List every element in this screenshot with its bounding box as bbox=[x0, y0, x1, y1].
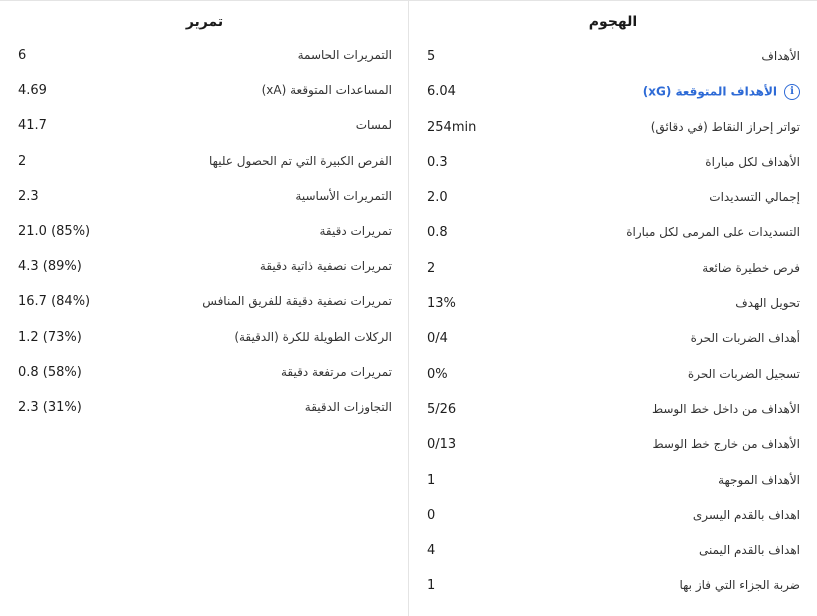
stat-value: 1 bbox=[427, 472, 436, 488]
stat-value: 16.7 (84%) bbox=[18, 294, 91, 310]
stat-label: اهداف بالقدم اليمنى bbox=[699, 543, 800, 558]
stat-label: الأهداف من خارج خط الوسط bbox=[652, 437, 800, 452]
stat-value: 41.7 bbox=[18, 118, 47, 134]
stat-row bbox=[409, 111, 817, 146]
stat-label: التسديدات على المرمى لكل مباراة bbox=[626, 225, 800, 240]
stat-value: 4.69 bbox=[18, 83, 47, 99]
stat-label: التمريرات الأساسية bbox=[295, 188, 392, 203]
stat-label: ضربة الجزاء التي فاز بها bbox=[679, 578, 800, 593]
stat-label: المساعدات المتوقعة (xA) bbox=[261, 83, 392, 98]
stat-row bbox=[409, 216, 817, 251]
stat-label: الأهداف لكل مباراة bbox=[705, 154, 800, 169]
stat-label: فرص خطيرة ضائعة bbox=[702, 260, 800, 275]
stat-label: تمريرات نصفية ذاتية دقيقة bbox=[259, 259, 392, 274]
stat-row bbox=[409, 569, 817, 604]
stat-label: تسجيل الضربات الحرة bbox=[687, 366, 800, 381]
stat-label: التمريرات الحاسمة bbox=[297, 48, 392, 62]
stat-value: 6 bbox=[18, 48, 27, 63]
stat-label: لمسات bbox=[355, 118, 392, 133]
stat-value: 0/4 bbox=[427, 331, 448, 347]
stat-row bbox=[409, 40, 817, 75]
stat-row bbox=[409, 464, 817, 499]
stat-row bbox=[0, 285, 409, 320]
info-icon[interactable]: i bbox=[784, 84, 800, 100]
stat-value: 2 bbox=[18, 153, 27, 169]
stat-row bbox=[409, 534, 817, 569]
stat-label: الفرص الكبيرة التي تم الحصول عليها bbox=[209, 153, 392, 168]
stat-row bbox=[409, 393, 817, 428]
stat-label: تمريرات دقيقة bbox=[319, 223, 392, 238]
stat-value: 2.0 bbox=[427, 190, 448, 206]
stat-row bbox=[409, 181, 817, 216]
stat-row bbox=[0, 321, 409, 356]
stat-label: التجاوزات الدقيقة bbox=[304, 399, 392, 414]
stat-value: 21.0 (85%) bbox=[18, 223, 91, 239]
passing-rows bbox=[0, 39, 409, 426]
stat-row bbox=[0, 39, 409, 74]
stat-row bbox=[0, 356, 409, 391]
stat-value: 4.3 (89%) bbox=[18, 259, 82, 275]
stat-row bbox=[409, 322, 817, 357]
stat-row bbox=[409, 428, 817, 463]
stat-row bbox=[0, 145, 409, 180]
attack-title: الهجوم bbox=[588, 14, 638, 30]
stat-label: الأهداف من داخل خط الوسط bbox=[651, 401, 800, 416]
stat-row bbox=[0, 74, 409, 109]
stat-row bbox=[0, 391, 409, 426]
stat-value: 0/13 bbox=[427, 437, 457, 453]
stat-row bbox=[0, 250, 409, 285]
stat-value: 2.3 (31%) bbox=[18, 399, 82, 415]
stat-row bbox=[409, 252, 817, 287]
stat-value: 6.04 bbox=[427, 84, 456, 100]
stat-label: أهداف الضربات الحرة bbox=[690, 331, 800, 346]
stat-label: تمريرات نصفية دقيقة للفريق المنافس bbox=[202, 294, 392, 309]
stat-value: 1 bbox=[427, 578, 436, 594]
stat-value: 0.3 bbox=[427, 154, 448, 170]
stat-value: 5 bbox=[427, 49, 436, 64]
stat-label: اهداف بالقدم اليسرى bbox=[692, 507, 800, 522]
stat-value: 2 bbox=[427, 260, 436, 276]
attack-rows bbox=[409, 40, 817, 605]
stat-label: الأهداف bbox=[761, 49, 800, 63]
stat-value: 0.8 (58%) bbox=[18, 364, 82, 380]
stat-value: 5/26 bbox=[427, 401, 457, 417]
stat-label: الركلات الطويلة للكرة (الدقيقة) bbox=[234, 329, 392, 344]
stat-value: 0 bbox=[427, 507, 436, 523]
stat-row bbox=[0, 180, 409, 215]
stat-row bbox=[409, 287, 817, 322]
stat-label: تواتر إحراز النقاط (في دقائق) bbox=[650, 119, 800, 134]
stat-value: 0% bbox=[427, 366, 448, 382]
stat-row-xg[interactable] bbox=[409, 75, 817, 110]
stat-value: 0.8 bbox=[427, 225, 448, 241]
stat-row bbox=[409, 499, 817, 534]
passing-title: تمرير bbox=[185, 14, 224, 30]
stat-value: 13% bbox=[427, 296, 456, 312]
stat-row bbox=[0, 215, 409, 250]
stat-value: 4 bbox=[427, 543, 436, 559]
stat-row bbox=[0, 109, 409, 144]
attack-panel bbox=[409, 0, 817, 616]
xg-label[interactable] bbox=[643, 84, 800, 100]
stat-value: 1.2 (73%) bbox=[18, 329, 82, 345]
stat-value: 2.3 bbox=[18, 188, 39, 204]
stat-row bbox=[409, 146, 817, 181]
stat-label: إجمالي التسديدات bbox=[709, 190, 800, 205]
stat-row bbox=[409, 358, 817, 393]
stat-label: تمريرات مرتفعة دقيقة bbox=[280, 364, 392, 379]
stat-label: الأهداف الموجهة bbox=[718, 472, 800, 487]
stat-value: 254min bbox=[427, 119, 477, 135]
xg-label-text[interactable]: الأهداف المتوقعة (xG) bbox=[642, 84, 777, 99]
stat-label: تحويل الهدف bbox=[735, 296, 800, 311]
